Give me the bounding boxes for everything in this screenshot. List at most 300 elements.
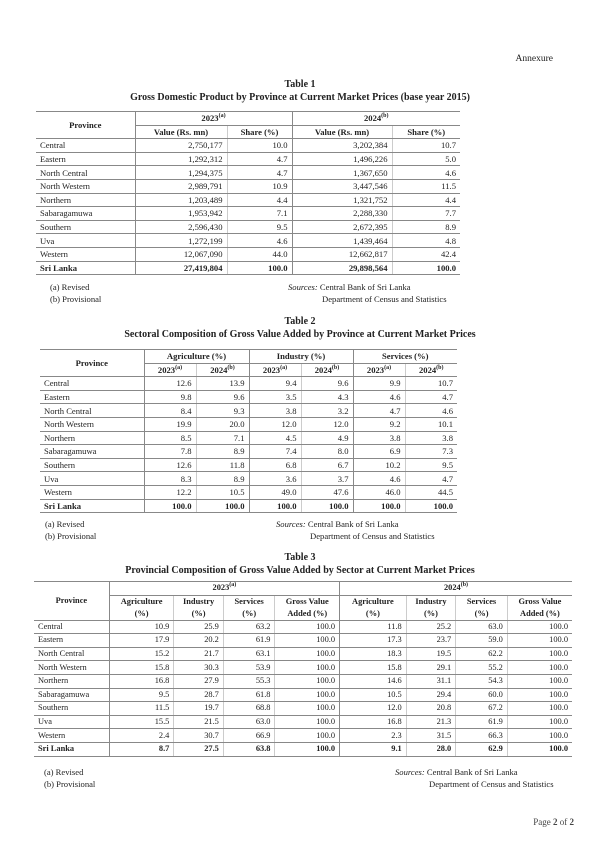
value-cell: 55.2: [456, 661, 508, 675]
value-cell: 27.5: [174, 742, 223, 756]
table-row: [40, 472, 457, 486]
value-cell: 20.8: [406, 702, 455, 716]
value-cell: 4.3: [301, 390, 353, 404]
value-cell: 100.0: [196, 499, 249, 513]
header-gva: Gross Value Added (%): [275, 595, 340, 620]
value-cell: 7.8: [144, 445, 196, 459]
province-cell: North Central: [40, 404, 144, 418]
value-cell: 100.0: [507, 620, 572, 634]
province-cell: Western: [36, 247, 135, 261]
value-cell: 28.7: [174, 688, 223, 702]
province-cell: Uva: [36, 234, 135, 248]
value-cell: 19.5: [406, 647, 455, 661]
header-2023: 2023$^{(a)}$: [144, 363, 196, 377]
footnotes: [45, 518, 96, 542]
value-cell: 9.5: [227, 220, 292, 234]
value-cell: 3.6: [249, 472, 301, 486]
value-cell: 2,596,430: [135, 220, 227, 234]
value-cell: 7.3: [405, 445, 457, 459]
value-cell: 16.8: [109, 674, 174, 688]
table-row: [40, 458, 457, 472]
header-2023: 2023$^{(a)}$: [135, 112, 292, 126]
value-cell: 17.3: [340, 634, 407, 648]
source-cbsl: Central Bank of Sri Lanka: [426, 767, 518, 777]
value-cell: 100.0: [507, 729, 572, 743]
value-cell: 4.4: [392, 193, 460, 207]
value-cell: 100.0: [275, 661, 340, 675]
table-row: [36, 166, 460, 180]
header-services: Services (%): [353, 350, 457, 364]
header-agriculture: Agriculture (%): [144, 350, 249, 364]
value-cell: 2,288,330: [292, 207, 392, 221]
value-cell: 30.3: [174, 661, 223, 675]
value-cell: 49.0: [249, 485, 301, 499]
value-cell: 62.2: [456, 647, 508, 661]
value-cell: 7.1: [196, 431, 249, 445]
value-cell: 100.0: [507, 688, 572, 702]
table2-subtitle: Sectoral Composition of Gross Value Added by Province at Current Market Prices: [124, 329, 476, 340]
value-cell: 100.0: [227, 261, 292, 275]
header-province: Province: [36, 112, 135, 139]
value-cell: 4.5: [249, 431, 301, 445]
value-cell: 20.0: [196, 417, 249, 431]
value-cell: 11.8: [340, 620, 407, 634]
table2-number: Table 2: [284, 316, 316, 327]
value-cell: 100.0: [275, 742, 340, 756]
sources-label: Sources:: [276, 519, 306, 529]
table-total-row: [34, 742, 572, 756]
province-cell: Eastern: [36, 152, 135, 166]
value-cell: 12.0: [249, 417, 301, 431]
header-gva: Gross Value Added (%): [507, 595, 572, 620]
value-cell: 100.0: [275, 715, 340, 729]
header-2023: 2023$^{(a)}$: [249, 363, 301, 377]
value-cell: 19.9: [144, 417, 196, 431]
value-cell: 4.7: [353, 404, 405, 418]
value-cell: 21.3: [406, 715, 455, 729]
value-cell: 29.1: [406, 661, 455, 675]
value-cell: 67.2: [456, 702, 508, 716]
value-cell: 42.4: [392, 247, 460, 261]
header-province: Province: [34, 582, 109, 621]
value-cell: 17.9: [109, 634, 174, 648]
value-cell: 11.8: [196, 458, 249, 472]
value-cell: 23.7: [406, 634, 455, 648]
value-cell: 7.7: [392, 207, 460, 221]
value-cell: 3,447,546: [292, 179, 392, 193]
value-cell: 3.8: [353, 431, 405, 445]
value-cell: 8.5: [144, 431, 196, 445]
province-cell: North Central: [34, 647, 109, 661]
table-row: [34, 661, 572, 675]
value-cell: 100.0: [507, 661, 572, 675]
value-cell: 44.5: [405, 485, 457, 499]
header-2024: 2024$^{(b)}$: [340, 582, 572, 596]
value-cell: 15.8: [109, 661, 174, 675]
header-share: Share (%): [392, 125, 460, 139]
province-cell: Central: [40, 377, 144, 391]
value-cell: 59.0: [456, 634, 508, 648]
table-row: [36, 193, 460, 207]
value-cell: 1,953,942: [135, 207, 227, 221]
header-agriculture: Agriculture (%): [340, 595, 407, 620]
value-cell: 9.5: [109, 688, 174, 702]
header-2024: 2024$^{(b)}$: [405, 363, 457, 377]
province-cell: Southern: [34, 702, 109, 716]
province-cell: Uva: [34, 715, 109, 729]
province-cell: North Central: [36, 166, 135, 180]
value-cell: 14.6: [340, 674, 407, 688]
value-cell: 63.1: [223, 647, 275, 661]
value-cell: 8.9: [196, 472, 249, 486]
source-cbsl: Central Bank of Sri Lanka: [319, 282, 411, 292]
province-cell: Eastern: [40, 390, 144, 404]
province-cell: Eastern: [34, 634, 109, 648]
header-province: Province: [40, 350, 144, 377]
annexure-label: Annexure: [515, 54, 553, 64]
value-cell: 100.0: [275, 688, 340, 702]
table-row: [40, 417, 457, 431]
province-cell: North Western: [34, 661, 109, 675]
value-cell: 100.0: [275, 634, 340, 648]
value-cell: 62.9: [456, 742, 508, 756]
header-2024: 2024$^{(b)}$: [301, 363, 353, 377]
value-cell: 53.9: [223, 661, 275, 675]
province-cell: Uva: [40, 472, 144, 486]
table1-title: [0, 78, 600, 104]
table1: [36, 111, 460, 275]
table-row: [40, 445, 457, 459]
header-2023: 2023$^{(a)}$: [109, 582, 339, 596]
value-cell: 4.4: [227, 193, 292, 207]
value-cell: 9.5: [405, 458, 457, 472]
table-row: [36, 247, 460, 261]
header-agriculture: Agriculture (%): [109, 595, 174, 620]
footnotes: [44, 766, 95, 790]
province-cell: Central: [34, 620, 109, 634]
value-cell: 29,898,564: [292, 261, 392, 275]
province-cell: Sabaragamuwa: [34, 688, 109, 702]
province-cell: Southern: [40, 458, 144, 472]
header-share: Share (%): [227, 125, 292, 139]
value-cell: 60.0: [456, 688, 508, 702]
table-row: [34, 715, 572, 729]
value-cell: 8.3: [144, 472, 196, 486]
value-cell: 4.9: [301, 431, 353, 445]
sources-label: Sources:: [395, 767, 425, 777]
value-cell: 8.9: [196, 445, 249, 459]
value-cell: 18.3: [340, 647, 407, 661]
value-cell: 9.6: [301, 377, 353, 391]
value-cell: 100.0: [507, 715, 572, 729]
table3-title: [0, 551, 600, 577]
value-cell: 4.7: [227, 152, 292, 166]
footnote-b: (b) Provisional: [44, 779, 96, 789]
value-cell: 100.0: [275, 647, 340, 661]
value-cell: 12.6: [144, 377, 196, 391]
value-cell: 4.6: [392, 166, 460, 180]
province-cell: Southern: [36, 220, 135, 234]
value-cell: 63.2: [223, 620, 275, 634]
value-cell: 3.8: [249, 404, 301, 418]
table-row: [36, 234, 460, 248]
table1-subtitle: Gross Domestic Product by Province at Current Market Prices (base year 2015): [130, 92, 470, 103]
table-row: [40, 390, 457, 404]
value-cell: 19.7: [174, 702, 223, 716]
value-cell: 100.0: [275, 702, 340, 716]
table-row: [34, 702, 572, 716]
value-cell: 2,750,177: [135, 139, 227, 153]
value-cell: 7.4: [249, 445, 301, 459]
value-cell: 10.1: [405, 417, 457, 431]
value-cell: 11.5: [392, 179, 460, 193]
province-cell: Northern: [40, 431, 144, 445]
province-cell: Northern: [34, 674, 109, 688]
footnote-a: (a) Revised: [50, 282, 90, 292]
footnote-b: (b) Provisional: [45, 531, 97, 541]
footnote-a: (a) Revised: [45, 519, 85, 529]
value-cell: 1,439,464: [292, 234, 392, 248]
value-cell: 100.0: [249, 499, 301, 513]
value-cell: 25.2: [406, 620, 455, 634]
value-cell: 1,321,752: [292, 193, 392, 207]
footnote-b: (b) Provisional: [50, 294, 102, 304]
value-cell: 8.4: [144, 404, 196, 418]
header-industry: Industry (%): [174, 595, 223, 620]
province-cell: Western: [34, 729, 109, 743]
value-cell: 55.3: [223, 674, 275, 688]
value-cell: 4.6: [353, 390, 405, 404]
value-cell: 31.1: [406, 674, 455, 688]
value-cell: 9.4: [249, 377, 301, 391]
value-cell: 12.0: [340, 702, 407, 716]
table-row: [34, 674, 572, 688]
header-industry: Industry (%): [249, 350, 353, 364]
header-services: Services (%): [223, 595, 275, 620]
value-cell: 100.0: [507, 674, 572, 688]
value-cell: 9.1: [340, 742, 407, 756]
value-cell: 10.5: [196, 485, 249, 499]
header-value: Value (Rs. mn): [135, 125, 227, 139]
value-cell: 8.7: [109, 742, 174, 756]
value-cell: 100.0: [353, 499, 405, 513]
source-dcs: Department of Census and Statistics: [429, 779, 554, 789]
value-cell: 4.6: [227, 234, 292, 248]
province-cell: North Western: [36, 179, 135, 193]
value-cell: 46.0: [353, 485, 405, 499]
header-services: Services (%): [456, 595, 508, 620]
value-cell: 21.7: [174, 647, 223, 661]
table3-number: Table 3: [284, 552, 316, 563]
value-cell: 10.2: [353, 458, 405, 472]
value-cell: 100.0: [301, 499, 353, 513]
header-industry: Industry (%): [406, 595, 455, 620]
value-cell: 66.9: [223, 729, 275, 743]
sources-label: Sources:: [288, 282, 318, 292]
value-cell: 31.5: [406, 729, 455, 743]
value-cell: 47.6: [301, 485, 353, 499]
province-cell: North Western: [40, 417, 144, 431]
value-cell: 9.9: [353, 377, 405, 391]
table3-subtitle: Provincial Composition of Gross Value Added by Sector at Current Market Prices: [125, 565, 475, 576]
value-cell: 15.2: [109, 647, 174, 661]
province-cell: Sri Lanka: [40, 499, 144, 513]
value-cell: 6.8: [249, 458, 301, 472]
value-cell: 27.9: [174, 674, 223, 688]
value-cell: 30.7: [174, 729, 223, 743]
value-cell: 10.9: [227, 179, 292, 193]
value-cell: 1,272,199: [135, 234, 227, 248]
value-cell: 68.8: [223, 702, 275, 716]
province-cell: Western: [40, 485, 144, 499]
value-cell: 9.2: [353, 417, 405, 431]
value-cell: 11.5: [109, 702, 174, 716]
value-cell: 100.0: [507, 702, 572, 716]
value-cell: 12,662,817: [292, 247, 392, 261]
value-cell: 2,989,791: [135, 179, 227, 193]
value-cell: 63.0: [456, 620, 508, 634]
value-cell: 1,203,489: [135, 193, 227, 207]
value-cell: 3,202,384: [292, 139, 392, 153]
value-cell: 4.7: [405, 390, 457, 404]
value-cell: 20.2: [174, 634, 223, 648]
value-cell: 100.0: [507, 647, 572, 661]
table-row: [40, 485, 457, 499]
table-total-row: [40, 499, 457, 513]
value-cell: 100.0: [405, 499, 457, 513]
table2: [40, 349, 457, 513]
source-dcs: Department of Census and Statistics: [322, 294, 447, 304]
value-cell: 1,496,226: [292, 152, 392, 166]
value-cell: 15.5: [109, 715, 174, 729]
value-cell: 10.7: [392, 139, 460, 153]
value-cell: 100.0: [507, 634, 572, 648]
value-cell: 66.3: [456, 729, 508, 743]
value-cell: 3.7: [301, 472, 353, 486]
value-cell: 61.9: [223, 634, 275, 648]
value-cell: 10.7: [405, 377, 457, 391]
table-row: [34, 688, 572, 702]
table-total-row: [36, 261, 460, 275]
value-cell: 9.3: [196, 404, 249, 418]
value-cell: 9.8: [144, 390, 196, 404]
table-row: [40, 377, 457, 391]
province-cell: Sri Lanka: [34, 742, 109, 756]
footnotes: [50, 281, 101, 305]
value-cell: 61.8: [223, 688, 275, 702]
header-2024: 2024$^{(b)}$: [196, 363, 249, 377]
value-cell: 12,067,090: [135, 247, 227, 261]
value-cell: 1,294,375: [135, 166, 227, 180]
table-row: [36, 207, 460, 221]
value-cell: 54.3: [456, 674, 508, 688]
value-cell: 10.5: [340, 688, 407, 702]
value-cell: 100.0: [392, 261, 460, 275]
value-cell: 25.9: [174, 620, 223, 634]
table2-title: [0, 315, 600, 341]
value-cell: 28.0: [406, 742, 455, 756]
value-cell: 100.0: [275, 674, 340, 688]
value-cell: 27,419,804: [135, 261, 227, 275]
value-cell: 12.2: [144, 485, 196, 499]
footnote-a: (a) Revised: [44, 767, 84, 777]
value-cell: 9.6: [196, 390, 249, 404]
table-row: [36, 152, 460, 166]
value-cell: 4.7: [405, 472, 457, 486]
value-cell: 63.8: [223, 742, 275, 756]
value-cell: 1,292,312: [135, 152, 227, 166]
source-cbsl: Central Bank of Sri Lanka: [307, 519, 399, 529]
value-cell: 100.0: [144, 499, 196, 513]
value-cell: 6.7: [301, 458, 353, 472]
source-dcs: Department of Census and Statistics: [310, 531, 435, 541]
value-cell: 10.0: [227, 139, 292, 153]
table-row: [36, 139, 460, 153]
value-cell: 7.1: [227, 207, 292, 221]
value-cell: 21.5: [174, 715, 223, 729]
table-row: [36, 220, 460, 234]
value-cell: 2,672,395: [292, 220, 392, 234]
value-cell: 3.5: [249, 390, 301, 404]
value-cell: 44.0: [227, 247, 292, 261]
value-cell: 1,367,650: [292, 166, 392, 180]
value-cell: 13.9: [196, 377, 249, 391]
value-cell: 100.0: [275, 620, 340, 634]
value-cell: 4.6: [405, 404, 457, 418]
value-cell: 61.9: [456, 715, 508, 729]
value-cell: 10.9: [109, 620, 174, 634]
table3: [34, 581, 572, 757]
value-cell: 5.0: [392, 152, 460, 166]
value-cell: 4.8: [392, 234, 460, 248]
value-cell: 12.6: [144, 458, 196, 472]
table-row: [34, 634, 572, 648]
province-cell: Sabaragamuwa: [40, 445, 144, 459]
value-cell: 4.7: [227, 166, 292, 180]
value-cell: 6.9: [353, 445, 405, 459]
table1-number: Table 1: [284, 79, 316, 90]
value-cell: 3.2: [301, 404, 353, 418]
value-cell: 3.8: [405, 431, 457, 445]
header-value: Value (Rs. mn): [292, 125, 392, 139]
table-row: [40, 404, 457, 418]
header-2023: 2023$^{(a)}$: [353, 363, 405, 377]
table-row: [34, 620, 572, 634]
table-row: [34, 729, 572, 743]
table-row: [40, 431, 457, 445]
province-cell: Sabaragamuwa: [36, 207, 135, 221]
value-cell: 100.0: [507, 742, 572, 756]
province-cell: Sri Lanka: [36, 261, 135, 275]
table-row: [36, 179, 460, 193]
value-cell: 2.3: [340, 729, 407, 743]
value-cell: 8.0: [301, 445, 353, 459]
value-cell: 100.0: [275, 729, 340, 743]
value-cell: 4.6: [353, 472, 405, 486]
value-cell: 15.8: [340, 661, 407, 675]
value-cell: 16.8: [340, 715, 407, 729]
sources: [395, 766, 554, 790]
sources: [288, 281, 447, 305]
header-2024: 2024$^{(b)}$: [292, 112, 460, 126]
value-cell: 2.4: [109, 729, 174, 743]
province-cell: Central: [36, 139, 135, 153]
value-cell: 12.0: [301, 417, 353, 431]
page-number: Page 2 of 2: [533, 817, 574, 827]
value-cell: 29.4: [406, 688, 455, 702]
sources: [276, 518, 435, 542]
value-cell: 8.9: [392, 220, 460, 234]
